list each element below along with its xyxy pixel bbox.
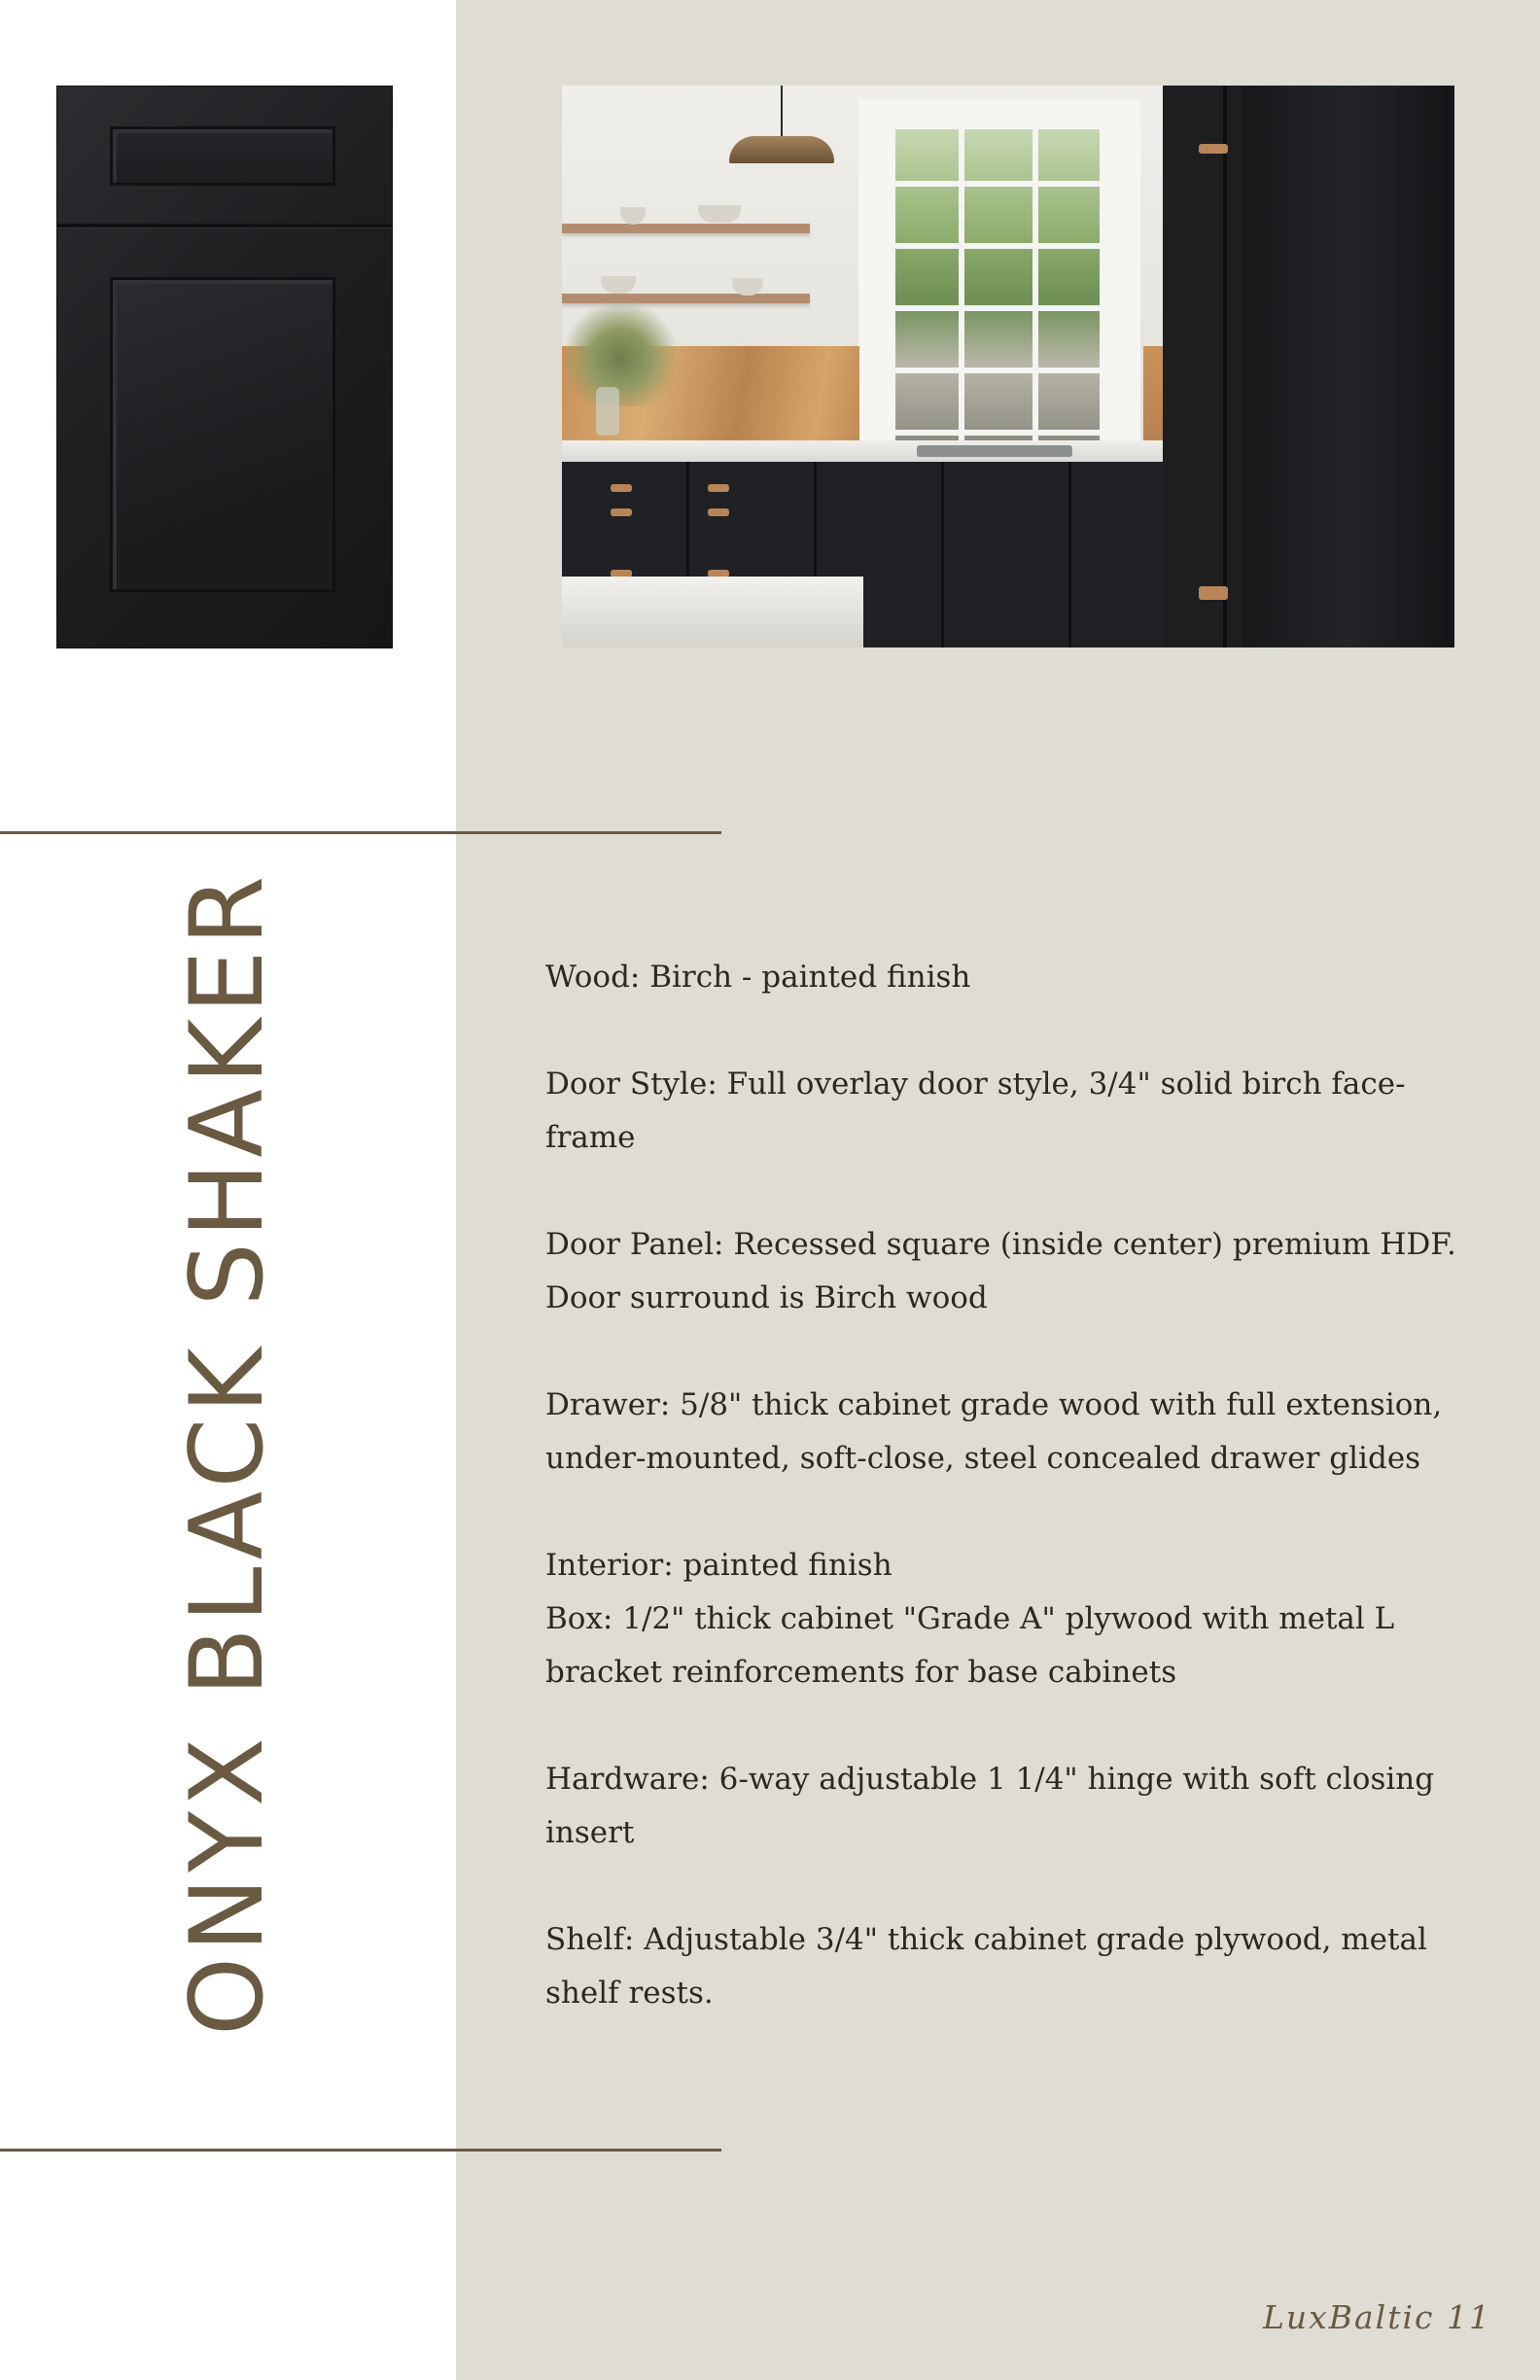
spec-shelf (545, 1913, 1479, 2020)
spec-line: Hardware: 6-way adjustable 1 1/4" hinge with soft closing (545, 1762, 1435, 1797)
spec-line: Interior: painted finish (545, 1548, 892, 1583)
spec-line: Door Panel: Recessed square (inside center) premium HDF. (545, 1227, 1456, 1262)
kitchen-sink (917, 445, 1072, 457)
kitchen-drawer-pull (611, 484, 632, 492)
divider-rule-bottom (0, 2149, 721, 2152)
kitchen-vase (596, 387, 619, 436)
door-main-panel (110, 277, 335, 592)
product-title: ONYX BLACK SHAKER (169, 870, 286, 2037)
kitchen-photo (562, 86, 1454, 648)
spec-wood (545, 951, 1479, 1004)
spec-line: under-mounted, soft-close, steel concealed drawer glides (545, 1441, 1421, 1476)
footer-brand: LuxBaltic 11 (1262, 2298, 1491, 2336)
spec-line: shelf rests. (545, 1976, 714, 2011)
spec-line: Door Style: Full overlay door style, 3/4" solid birch face- (545, 1067, 1406, 1102)
door-drawer-panel (110, 126, 335, 186)
kitchen-table (562, 577, 863, 648)
spec-interior-box (545, 1539, 1479, 1699)
spec-line: Drawer: 5/8" thick cabinet grade wood with full extension, (545, 1387, 1443, 1422)
kitchen-drawer-pull (611, 508, 632, 516)
door-rail (56, 224, 393, 228)
spec-line: Wood: Birch - painted finish (545, 960, 971, 995)
spec-line: Shelf: Adjustable 3/4" thick cabinet grade plywood, metal (545, 1922, 1427, 1957)
spec-line: Door surround is Birch wood (545, 1280, 988, 1315)
divider-rule-top (0, 831, 721, 834)
kitchen-drawer-pull (708, 508, 729, 516)
kitchen-plant (562, 299, 679, 406)
kitchen-countertop (562, 440, 1174, 462)
spec-door-style (545, 1058, 1479, 1165)
spec-drawer (545, 1379, 1479, 1486)
spec-line: insert (545, 1815, 635, 1850)
kitchen-pendant-lamp (729, 136, 834, 163)
spec-line: Box: 1/2" thick cabinet "Grade A" plywood with metal L (545, 1601, 1395, 1636)
spec-door-panel (545, 1218, 1479, 1325)
spec-hardware (545, 1753, 1479, 1860)
spec-line: frame (545, 1120, 636, 1155)
kitchen-backsplash-right (1143, 346, 1163, 443)
spec-line: bracket reinforcements for base cabinets (545, 1655, 1177, 1690)
kitchen-window (891, 124, 1104, 445)
door-sample-image (56, 86, 393, 648)
kitchen-cabinet-pull (1199, 144, 1228, 154)
kitchen-drawer-pull (708, 484, 729, 492)
kitchen-tall-cabinet (1242, 86, 1454, 648)
kitchen-bowl (698, 205, 741, 223)
kitchen-lamp-cord (781, 86, 783, 144)
spec-list (545, 951, 1479, 2074)
kitchen-cabinet-pull (1199, 586, 1228, 600)
kitchen-shelf-upper (562, 224, 810, 233)
